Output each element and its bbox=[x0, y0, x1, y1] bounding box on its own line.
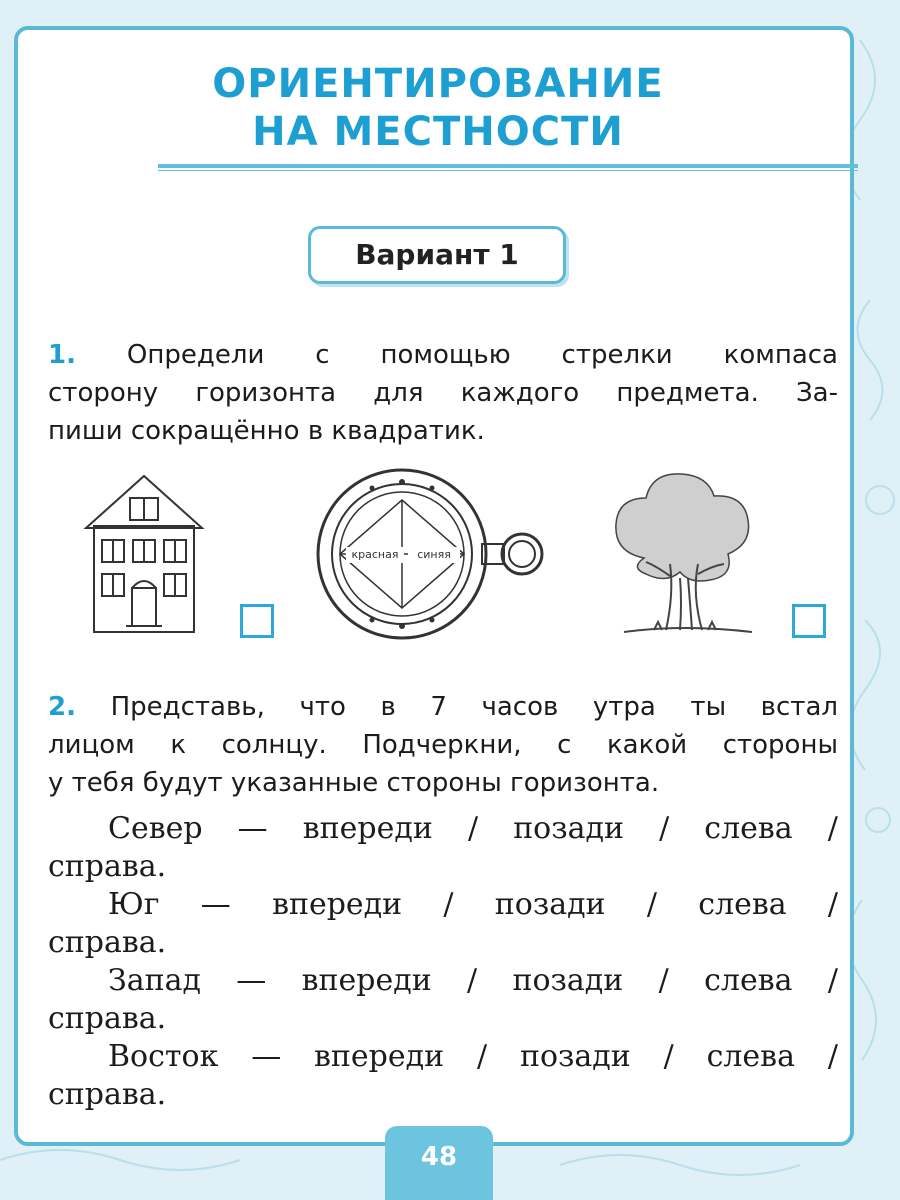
task-1-text bbox=[48, 336, 838, 450]
compass-red-label: красная bbox=[346, 547, 404, 563]
separator: / bbox=[827, 887, 838, 922]
option-back[interactable]: позади bbox=[512, 963, 624, 998]
separator: / bbox=[827, 963, 838, 998]
answer-row-north bbox=[48, 810, 838, 886]
separator: / bbox=[827, 811, 838, 846]
tree-icon bbox=[604, 468, 764, 638]
title-underline-thin bbox=[158, 170, 858, 171]
title-underline bbox=[158, 164, 858, 168]
answer-row-east bbox=[48, 1038, 838, 1114]
task-2-text bbox=[48, 688, 838, 802]
answer-box-tree[interactable] bbox=[792, 604, 826, 638]
page-number-tab bbox=[385, 1126, 493, 1200]
separator: / bbox=[663, 1039, 674, 1074]
task-2-line-1: Представь, что в 7 часов утра ты встал bbox=[110, 692, 838, 722]
option-back[interactable]: позади bbox=[519, 1039, 631, 1074]
compass-blue-label: синяя bbox=[408, 547, 460, 563]
separator: / bbox=[467, 963, 478, 998]
option-back[interactable]: позади bbox=[513, 811, 624, 846]
option-left[interactable]: слева bbox=[698, 887, 787, 922]
dash: — bbox=[237, 811, 268, 846]
direction-label: Север bbox=[108, 811, 203, 846]
task-2-number: 2. bbox=[48, 692, 76, 722]
answer-box-house[interactable] bbox=[240, 604, 274, 638]
variant-badge: Вариант 1 bbox=[308, 226, 566, 284]
option-right[interactable]: справа. bbox=[48, 925, 167, 960]
title-line-1: ОРИЕНТИРОВАНИЕ bbox=[212, 61, 664, 107]
option-right[interactable]: справа. bbox=[48, 1077, 167, 1112]
direction-label: Юг bbox=[108, 887, 160, 922]
option-front[interactable]: впереди bbox=[272, 887, 403, 922]
option-left[interactable]: слева bbox=[704, 811, 793, 846]
option-right[interactable]: справа. bbox=[48, 849, 167, 884]
house-icon bbox=[82, 470, 206, 636]
page-number: 48 bbox=[420, 1142, 458, 1172]
separator: / bbox=[476, 1039, 488, 1074]
option-back[interactable]: позади bbox=[494, 887, 606, 922]
answer-row-west bbox=[48, 962, 838, 1038]
separator: / bbox=[443, 887, 454, 922]
answers-list bbox=[48, 810, 838, 1114]
worksheet-card bbox=[14, 26, 854, 1146]
option-front[interactable]: впереди bbox=[302, 811, 433, 846]
option-left[interactable]: слева bbox=[706, 1039, 795, 1074]
task-1-number: 1. bbox=[48, 340, 76, 370]
direction-label: Запад bbox=[108, 963, 201, 998]
dash: — bbox=[200, 887, 231, 922]
separator: / bbox=[658, 963, 669, 998]
task-2-line-2: лицом к солнцу. Подчеркни, с какой стороны bbox=[48, 730, 838, 760]
task-1-line-2: сторону горизонта для каждого предмета. За- bbox=[48, 378, 838, 408]
option-left[interactable]: слева bbox=[704, 963, 793, 998]
option-front[interactable]: впереди bbox=[301, 963, 432, 998]
answer-row-south bbox=[48, 886, 838, 962]
separator: / bbox=[827, 1039, 838, 1074]
option-front[interactable]: впереди bbox=[314, 1039, 445, 1074]
task-1-line-3: пиши сокращённо в квадратик. bbox=[48, 416, 485, 446]
separator: / bbox=[646, 887, 657, 922]
page-title bbox=[18, 60, 858, 156]
dash: — bbox=[251, 1039, 282, 1074]
task-2-line-3: у тебя будут указанные стороны горизонта. bbox=[48, 768, 660, 798]
separator: / bbox=[467, 811, 479, 846]
dash: — bbox=[236, 963, 267, 998]
title-line-2: НА МЕСТНОСТИ bbox=[252, 109, 624, 155]
option-right[interactable]: справа. bbox=[48, 1001, 167, 1036]
task-1-line-1: Определи с помощью стрелки компаса bbox=[126, 340, 838, 370]
direction-label: Восток bbox=[108, 1039, 219, 1074]
separator: / bbox=[659, 811, 670, 846]
